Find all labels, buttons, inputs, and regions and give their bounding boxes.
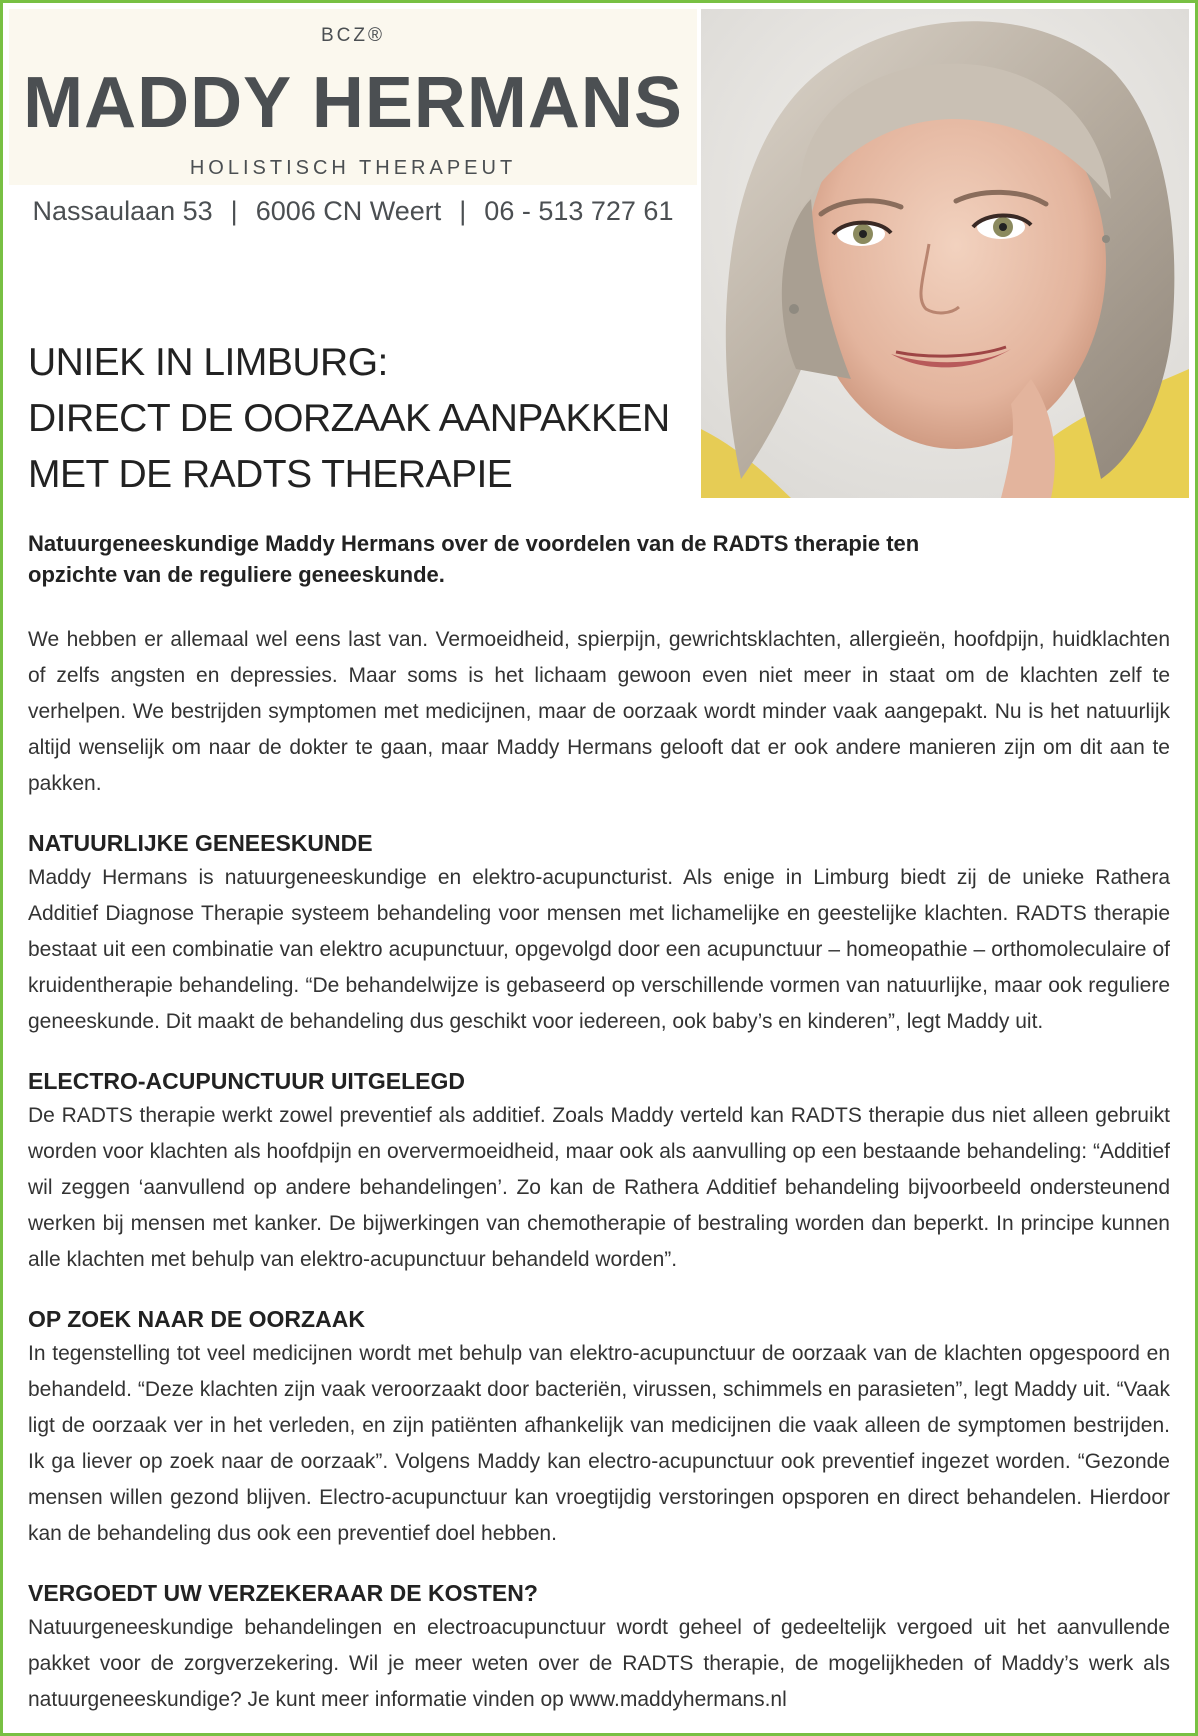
contact-phone: 06 - 513 727 61 <box>484 196 674 226</box>
contact-street: Nassaulaan 53 <box>32 196 213 226</box>
section-title: OP ZOEK NAAR DE OORZAAK <box>28 1306 365 1332</box>
contact-city: 6006 CN Weert <box>255 196 442 226</box>
contact-separator: | <box>459 196 467 226</box>
section-text: Natuurgeneeskundige behandelingen en electroacupunctuur wordt geheel of gedeeltelijk vergoed uit het aanvullende pakket voor de zorgverzekering. Wil je meer weten over de RADTS therapie, de mogelijkheden of Maddy’s werk als natuurgeneeskundige? Je kunt meer informatie vinden op www.maddyhermans.nl <box>28 1616 1170 1711</box>
contact-line <box>9 196 697 227</box>
bcz-mark: BCZ® <box>321 25 385 46</box>
section-title: ELECTRO-ACUPUNCTUUR UITGELEGD <box>28 1068 465 1094</box>
portrait-photo <box>701 9 1189 498</box>
section-title: NATUURLIJKE GENEESKUNDE <box>28 830 373 856</box>
headline-line-1: UNIEK IN LIMBURG: <box>28 341 388 384</box>
brand-name: MADDY HERMANS <box>23 63 683 143</box>
logo-block <box>9 9 697 185</box>
contact-separator: | <box>230 196 238 226</box>
headline-line-3: MET DE RADTS THERAPIE <box>28 453 513 496</box>
brand-tagline: HOLISTISCH THERAPEUT <box>189 157 517 179</box>
intro-lead: Natuurgeneeskundige Maddy Hermans over de voordelen van de RADTS therapie ten opzichte van de reguliere geneeskunde. <box>28 531 920 587</box>
section-title: VERGOEDT UW VERZEKERAAR DE KOSTEN? <box>28 1580 538 1606</box>
section-text: De RADTS therapie werkt zowel preventief als additief. Zoals Maddy verteld kan RADTS therapie dus niet alleen gebruikt worden voor klachten als hoofdpijn en oververmoeidheid, maar ook als aanvulling op een bestaande behandeling: “Additief wil zeggen ‘aanvullend op andere behandelingen’. Zo kan de Rathera Additief behandeling bijvoorbeeld ondersteunend werken bij mensen met kanker. De bijwerkingen van chemotherapie of bestraling worden dan beperkt. In principe kunnen alle klachten met behulp van elektro-acupunctuur behandeld worden”. <box>28 1104 1170 1271</box>
headline-line-2: DIRECT DE OORZAAK AANPAKKEN <box>28 397 670 440</box>
section-text: In tegenstelling tot veel medicijnen wordt met behulp van elektro-acupunctuur de oorzaak van de klachten opgespoord en behandeld. “Deze klachten zijn vaak veroorzaakt door bacteriën, virussen, schimmels en parasieten”, legt Maddy uit. “Vaak ligt de oorzaak ver in het verleden, en zijn patiënten afhankelijk van medicijnen die vaak alleen de symptomen bestrijden. Ik ga liever op zoek naar de oorzaak”. Volgens Maddy kan electro-acupunctuur ook preventief ingezet worden. “Gezonde mensen willen gezond blijven. Electro-acupunctuur kan vroegtijdig verstoringen opsporen en direct behandelen. Hierdoor kan de behandeling dus ook een preventief doel hebben. <box>28 1342 1170 1545</box>
headline <box>28 335 688 503</box>
article-body <box>28 622 1170 1718</box>
section-text: Maddy Hermans is natuurgeneeskundige en elektro-acupuncturist. Als enige in Limburg biedt zij de unieke Rathera Additief Diagnose Therapie systeem behandeling voor mensen met lichamelijke en geestelijke klachten. RADTS therapie bestaat uit een combinatie van elektro acupunctuur, opgevolgd door een acupunctuur – homeopathie – orthomoleculaire of kruidentherapie behandeling. “De behandelwijze is gebaseerd op verschillende vormen van natuurlijke, maar ook reguliere geneeskunde. Dit maakt de behandeling dus geschikt voor iedereen, ook baby’s en kinderen”, legt Maddy uit. <box>28 866 1170 1033</box>
intro-paragraph: We hebben er allemaal wel eens last van. Vermoeidheid, spierpijn, gewrichtsklachten, allergieën, hoofdpijn, huidklachten of zelfs angsten en depressies. Maar soms is het lichaam gewoon even niet meer in staat om de klachten zelf te verhelpen. We bestrijden symptomen met medicijnen, maar de oorzaak wordt minder vaak aangepakt. Nu is het natuurlijk altijd wenselijk om naar de dokter te gaan, maar Maddy Hermans gelooft dat er ook andere manieren zijn om dit aan te pakken. <box>28 628 1170 795</box>
